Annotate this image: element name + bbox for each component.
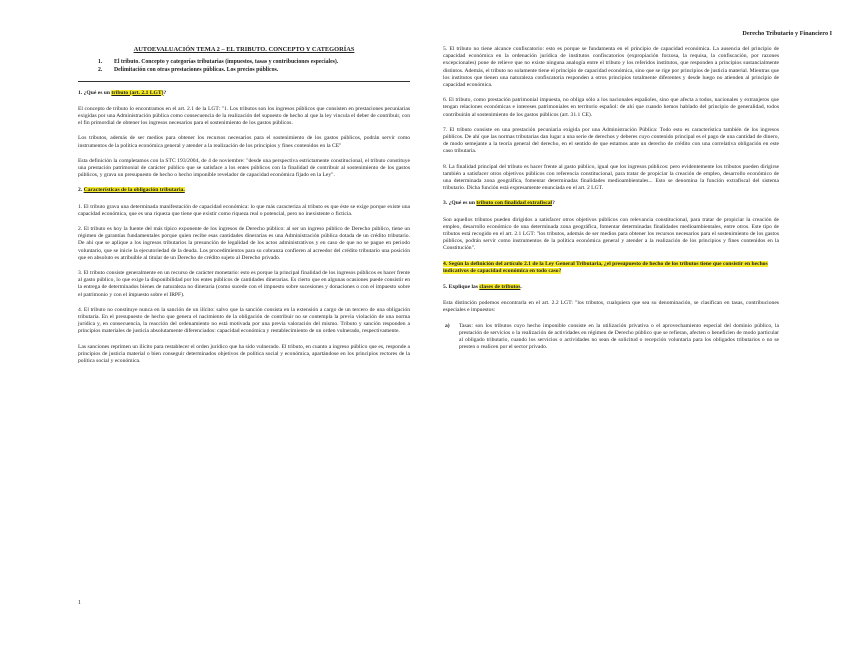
paragraph: Los tributos, además de ser medios para obtener los recursos necesarios para el sostenimiento de los gastos públicos, podrán servir como instrumentos de la política económica general y atender a la realización de los principios y fines contenidos en la CE": [78, 135, 410, 149]
question-highlight: 4. Según la definición del artículo 2.1 de la Ley General Tributaria, ¿el presupuesto de hecho de los tributos tiene que consistir en hechos indicativos de capacidad económica en todo caso?: [443, 260, 768, 274]
left-column: [78, 46, 410, 373]
page-number: 1: [78, 600, 81, 606]
toc-number: 2.: [98, 67, 103, 74]
paragraph: 7. El tributo consiste en una prestación pecuniaria exigida por una Administración Pública: Todo esto es característica también de los ingresos públicos. De ahí que las normas tributarias dan lugar a una serie de derechos y deberes cuyo contenido principal es el pago de una cantidad de dinero, de modo semejante a la teoría general del derecho, en el sentido de que estamos ante un derecho de crédito con una correlativa obligación en este caso tributaria.: [443, 126, 779, 155]
question-5: [443, 284, 779, 291]
question-suffix: ?: [552, 200, 555, 207]
question-3: [443, 200, 779, 207]
paragraph: 4. El tributo no constituye nunca en la sanción de un ilícito: salvo que la sanción consista en la extensión a cargo de un tercero de una obligación tributaria. En el presupuesto de hecho que genera el nacimiento de la obligación de contribuir no se contempla la previa violación de una norma jurídica y, en consecuencia, la reacción del ordenamiento no está motivada por una previa valoración del mismo. Tributo y sanción responden a principios materiales de justicia absolutamente diferenciados: capacidad económica y restablecimiento de un orden vulnerado, respectivamente.: [78, 306, 410, 335]
paragraph: 1. El tributo grava una determinada manifestación de capacidad económica: lo que más caracteriza al tributo es que éste se exige porque existe una capacidad económica, que es una riqueza que tiene que existir como riqueza real o potencial, pero no inexistente o ficticia.: [78, 203, 410, 217]
question-highlight: tributo con finalidad extrafiscal: [476, 200, 553, 207]
paragraph: Esta distinción podemos encontrarla en el art. 2.2 LGT: "los tributos, cualquiera que sea su denominación, se clasifican en tasas, contribuciones especiales e impuestos:: [443, 300, 779, 314]
question-prefix: 3. ¿Qué es un: [443, 200, 477, 207]
toc-item: [98, 67, 410, 74]
paragraph: Son aquellos tributos pueden dirigidos a satisfacer otros objetivos públicos con relevancia constitucional, para tratar de propiciar la creación de empleo, desarrollo económico de una determinada zona geográfica, fomentar determinadas finalidades medioambientales, entre otros. Este tipo de tributos está recogido en el art. 2.1 LGT: "los tributos, además de ser medios para obtener los recursos necesarios para el sostenimiento de los gastos públicos, podrán servir como instrumentos de la política económica general y atender a la realización de los principios y fines contenidos en la Constitución".: [443, 216, 779, 252]
question-highlight: tributo (art. 2.1 LGT): [111, 89, 164, 96]
toc-text: Delimitación con otras prestaciones públicas. Los precios públicos.: [114, 67, 279, 74]
paragraph: 3. El tributo consiste generalmente en un recurso de carácter monetario: esto es porque la principal finalidad de los ingresos públicos es hacer frente al gasto público, lo que exige la disponibilidad por los entes públicos de cantidades dinerarias. Es cierto que en algunas ocasiones puede consistir en la entrega de determinados bienes de naturaleza no dineraria (como sucede con el impuesto sobre sucesiones y donaciones o con el impuesto sobre el patrimonio y con el impuesto sobre el IRPF).: [78, 270, 410, 298]
paragraph: 5. El tributo no tiene alcance confiscatorio: esto es porque se fundamenta en el principio de capacidad económica. La ausencia del principio de capacidad económica en la ordenación jurídica de institutos confiscatorios (expropiación forzosa, la requisa, la confiscación, por razones excepcionales) pone de relieve que no existe ninguna analogía entre el tributo y los referidos institutos, que responden a principios sustancialmente distintos. Además, el tributo no solamente tiene el principio de capacidad económica, sino que se rige por principios de justicia material. Mientras que los institutos que tienen una naturaleza confiscatoria responden a otros principios totalmente diferentes y desde luego no atienden al principio de capacidad económica.: [443, 46, 779, 89]
question-2: [78, 187, 410, 194]
document-title: AUTOEVALUACIÓN TEMA 2 – EL TRIBUTO. CONCEPTO Y CATEGORÍAS: [133, 46, 355, 53]
paragraph: El concepto de tributo lo encontramos en el art. 2.1 de la LGT: "1. Los tributos son los ingresos públicos que consisten en prestaciones pecuniarias exigidas por una Administración pública como consecuencia de la realización del supuesto de hecho al que la ley vincula el deber de contribuir, con el fin primordial de obtener los ingresos necesarios para el sostenimiento de los gastos públicos.: [78, 105, 410, 127]
paragraph: Las sanciones reprimen un ilícito para restablecer el orden jurídico que ha sido vulnerado. El tributo, en cuanto a ingreso público que es, responde a principios de justicia material o bien conseguir determinados objetivos de política social y económica, apartándose en los principios rectores de la política social y económica.: [78, 343, 410, 365]
table-of-contents: [98, 59, 410, 74]
question-prefix: 1. ¿Qué es un: [78, 89, 112, 96]
paragraph: 8. La finalidad principal del tributo es hacer frente al gasto público, igual que los ingresos públicos: pero evidentemente los tributos pueden dirigirse también a satisfacer otros objetivos públicos con referencia constitucional, para tratar de propiciar la creación de empleo, desarrollo económico de una determinada zona geográfica, fomentar determinadas finalidades medioambientales... Esto se denomina la función extrafiscal del sistema tributario. Dicha función está expresamente enunciada en el art. 2 LGT.: [443, 163, 779, 192]
question-suffix: ?: [163, 89, 167, 96]
paragraph: Esta definición la completamos con la STC 193/2004, de 4 de noviembre: "desde una perspectiva estrictamente constitucional, el tributo constituye una prestación patrimonial de carácter público que se satisface a los entes públicos con la finalidad de contribuir al sostenimiento de los gastos públicos, y grava un presupuesto de hecho o hecho imponible revelador de capacidad económica fijado en la Ley".: [78, 157, 410, 179]
question-suffix: .: [520, 284, 522, 291]
list-label: a): [445, 322, 450, 329]
paragraph: 6. El tributo, como prestación patrimonial impuesta, no obliga sólo a los nacionales españoles, sino que afecta a todos, nacionales y extranjeros que tengan relaciones económicas e intereses patrimoniales en territorio español: de ahí que cuando hemos hablado del principio de generalidad, todos contribuirán al sostenimiento de los gastos públicos (art. 31.1 CE).: [443, 97, 779, 118]
list-item: [443, 323, 779, 352]
list-text: Tasas: son los tributos cuyo hecho imponible consiste en la utilización privativa o el aprovechamiento especial del dominio público, la prestación de servicios o la realización de actividades en régimen de Derecho público que se refieran, afecten o beneficien de modo particular al obligado tributario, cuando los servicios o actividades no sean de solicitud o recepción voluntaria para los obligados tributarios o no se presten o realicen por el sector privado.: [459, 322, 779, 351]
question-4: [443, 261, 779, 275]
question-prefix: 5. Explique las: [443, 284, 480, 291]
page-header: Derecho Tributario y Financiero I: [742, 30, 832, 37]
toc-text: El tributo. Concepto y categorías tributarias (impuestos, tasas y contribuciones especiales).: [114, 59, 339, 66]
paragraph: 2. El tributo es hoy la fuente del más típico exponente de los ingresos de Derecho público: al ser un ingreso público de Derecho público, tiene un régimen de garantías fundamentales porque quien recibe esas cantidades dinerarias es una Administración pública dotada de un crédito tributario. De ahí que se aplique a los ingresos tributarios la presunción de legalidad de los actos administrativos y en caso de que no se pague en periodo voluntario, que se inicie la ejecutoriedad de la deuda. Los procedimientos para su cobranza confieren al acreedor del crédito tributario una posición que en absoluto es atribuible al titular de un Derecho de crédito sujeto al Derecho privado.: [78, 226, 410, 261]
right-column: [443, 46, 779, 358]
toc-item: [98, 59, 410, 66]
question-prefix: 2.: [78, 187, 84, 194]
divider: [78, 81, 410, 82]
question-highlight: clases de tributos: [479, 284, 521, 291]
toc-number: 1.: [98, 59, 103, 66]
question-highlight: Características de la obligación tributaria.: [83, 187, 185, 194]
question-1: [78, 90, 410, 97]
